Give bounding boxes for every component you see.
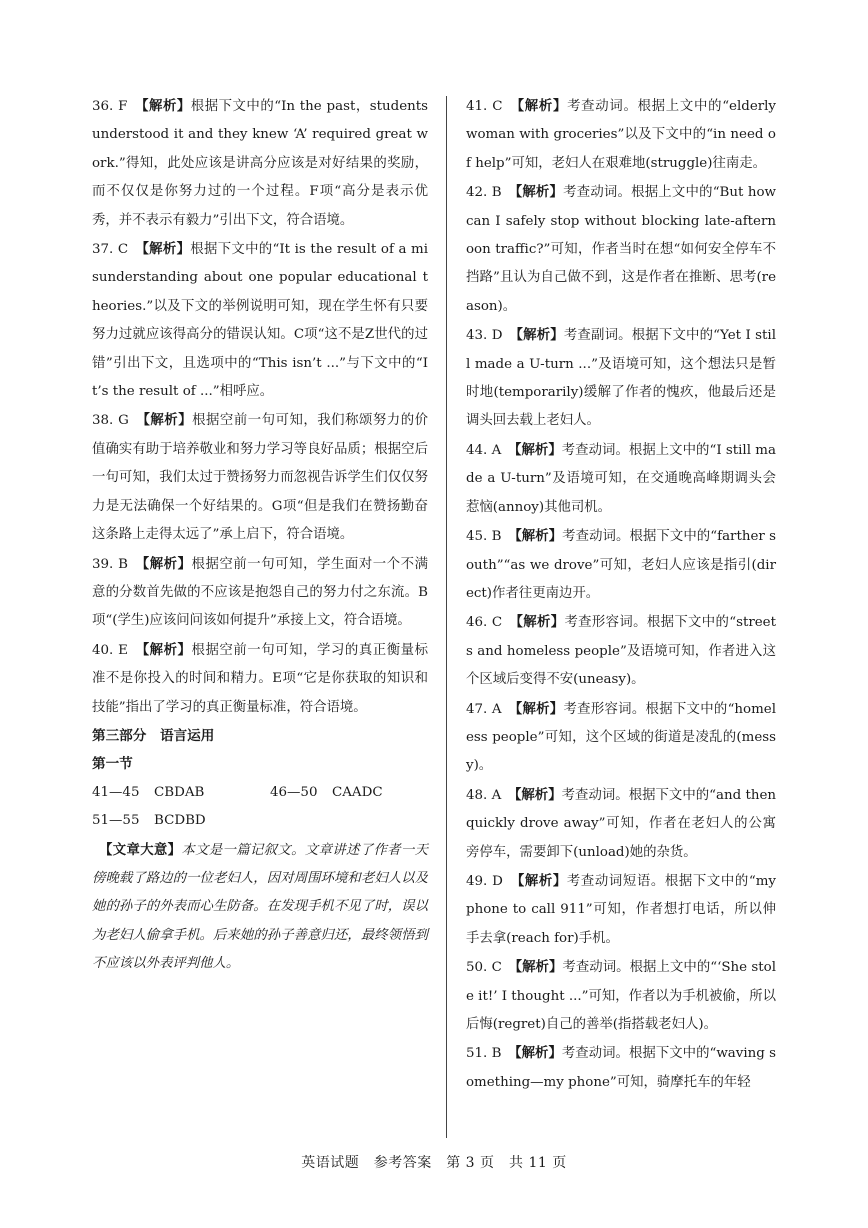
right-column — [466, 92, 776, 1097]
answer-50: 50. C 【解析】考查动词。根据上文中的“‘She stole it!’ I thought ...”可知，作者以为手机被偷，所以后悔(regret)自己的善举(指搭载老妇人)。 — [466, 959, 776, 1032]
article-summary: 【文章大意】本文是一篇记叙文。文章讲述了作者一天傍晚载了路边的一位老妇人，因对周围环境和老妇人以及她的孙子的外表而心生防备。在发现手机不见了时，误以为老妇人偷拿手机。后来她的孙子善意归还，最终领悟到不应该以外表评判他人。 — [92, 841, 429, 972]
answer-keys-row-1: 41—45 CBDAB 46—50 CAADC — [92, 784, 383, 800]
section-one-title: 第一节 — [92, 756, 133, 773]
answer-41: 41. C 【解析】考查动词。根据上文中的“elderly woman with groceries”以及下文中的“in need of help”可知，老妇人在艰难地(struggle)往南走。 — [466, 98, 776, 171]
answer-49: 49. D 【解析】考查动词短语。根据下文中的“my phone to call 911”可知，作者想打电话，所以伸手去拿(reach for)手机。 — [466, 872, 776, 946]
answer-44: 44. A 【解析】考查动词。根据上文中的“I still made a U-turn”及语境可知，在交通晚高峰期调头会惹恼(annoy)其他司机。 — [466, 441, 776, 515]
answer-37: 37. C 【解析】根据下文中的“It is the result of a misunderstanding about one popular educational theories.”以及下文的举例说明可知，现在学生怀有只要努力过就应该得高分的错误认知。C项“这不是Z世代的过错”引出下文，且选项中的“This isn’t ...”与下文中的“It’s the result of ...”相呼应。 — [92, 241, 429, 400]
left-column — [92, 92, 428, 979]
answer-43: 43. D 【解析】考查副词。根据下文中的“Yet I still made a U-turn ...”及语境可知，这个想法只是暂时地(temporarily)缓解了作者的愧疚，他最后还是调头回去载上老妇人。 — [466, 327, 776, 429]
answer-46: 46. C 【解析】考查形容词。根据下文中的“streets and homeless people”及语境可知，作者进入这个区域后变得不安(uneasy)。 — [466, 614, 776, 688]
answer-47: 47. A 【解析】考查形容词。根据下文中的“homeless people”可知，这个区域的街道是凌乱的(messy)。 — [466, 700, 777, 774]
answer-45: 45. B 【解析】考查动词。根据下文中的“farther south”“as we drove”可知，老妇人应该是指引(direct)作者往更南边开。 — [466, 528, 776, 601]
answer-keys-row-2: 51—55 BCDBD — [92, 813, 206, 829]
answer-36: 36. F 【解析】根据下文中的“In the past，students understood it and they knew ‘A’ required great work.”得知，此处应该是讲高分应该是对好结果的奖励，而不仅仅是你努力过的一个过程。F项“高分是表示优秀，并不表示有毅力”引出下文，符合语境。 — [92, 98, 429, 228]
column-divider — [446, 96, 447, 1138]
answer-48: 48. A 【解析】考查动词。根据下文中的“and then quickly drove away”可知，作者在老妇人的公寓旁停车，需要卸下(unload)她的杂货。 — [466, 786, 776, 860]
page-footer: 英语试题 参考答案 第 3 页 共 11 页 — [301, 1155, 567, 1171]
answer-38: 38. G 【解析】根据空前一句可知，我们称颂努力的价值确实有助于培养敬业和努力学习等良好品质；根据空后一句可知，我们太过于赞扬努力而忽视告诉学生们仅仅努力是无法确保一个好结果的。G项“但是我们在赞扬勤奋这条路上走得太远了”承上启下，符合语境。 — [92, 412, 429, 543]
answer-39: 39. B 【解析】根据空前一句可知，学生面对一个不满意的分数首先做的不应该是抱怨自己的努力付之东流。B项“(学生)应该问问该如何提升”承接上文，符合语境。 — [92, 555, 428, 629]
part-three-title: 第三部分 语言运用 — [92, 727, 215, 744]
answer-40: 40. E 【解析】根据空前一句可知，学习的真正衡量标准不是你投入的时间和精力。E项“它是你获取的知识和技能”指出了学习的真正衡量标准，符合语境。 — [92, 641, 429, 715]
answer-51: 51. B 【解析】考查动词。根据下文中的“waving something—my phone”可知，骑摩托车的年轻 — [466, 1045, 776, 1090]
answer-42: 42. B 【解析】考查动词。根据上文中的“But how can I safely stop without blocking late-afternoon traffic?”可知，作者当时在想“如何安全停车不挡路”且认为自己做不到，这是作者在推断、思考(reason)。 — [466, 184, 776, 314]
